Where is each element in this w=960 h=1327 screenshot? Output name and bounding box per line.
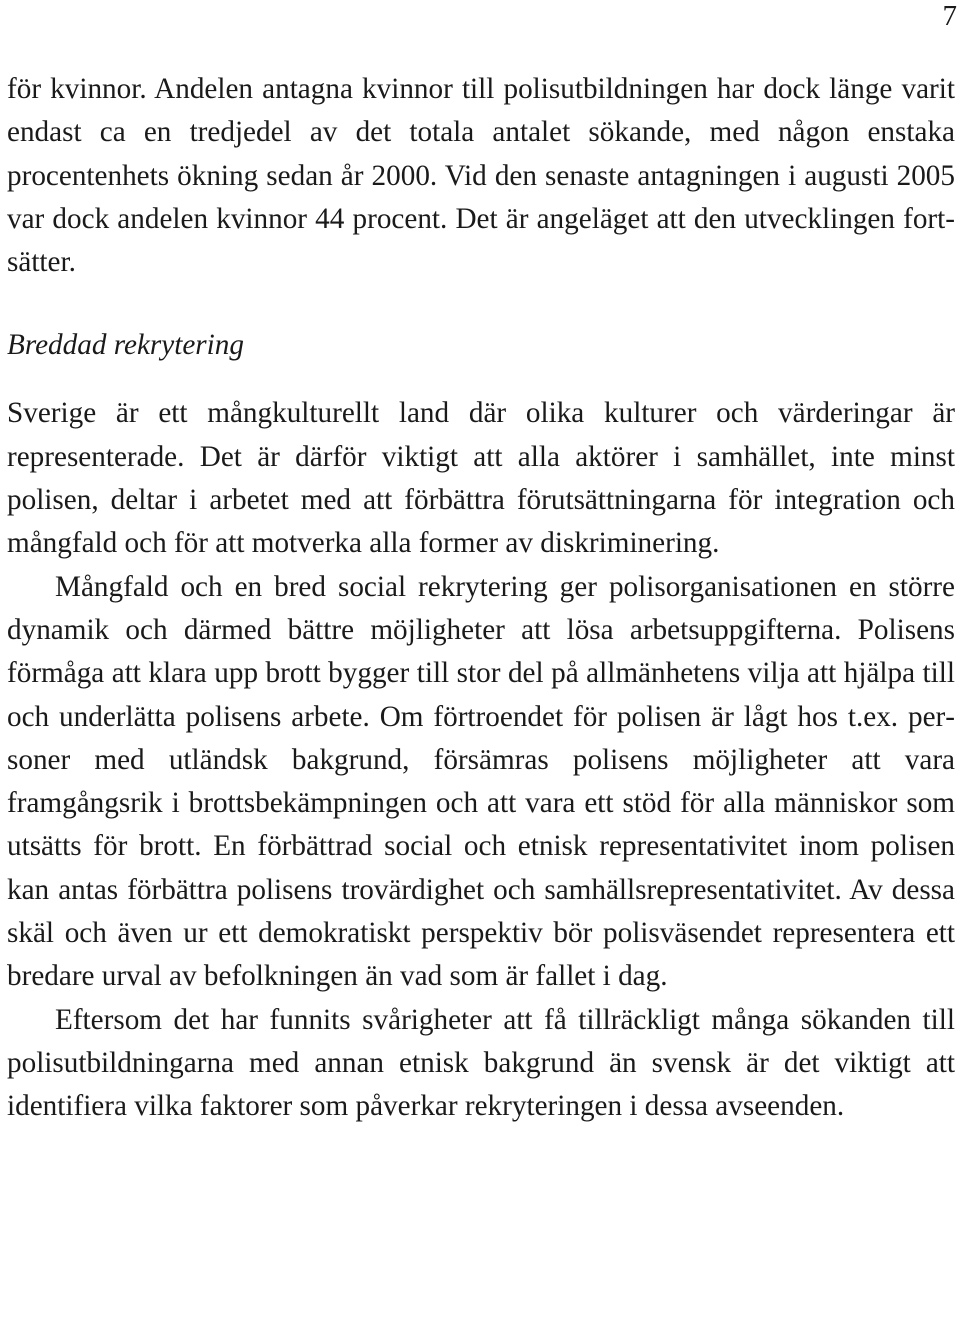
section-heading: Breddad rekrytering [7,329,244,362]
paragraph-intro: för kvinnor. Andelen antagna kvinnor till polisutbildningen har dock länge varit endast ca en tredjedel av det totala antalet sökande, med någon enstaka procentenhets ökning sedan år 2000. Vid den senaste antagningen i augusti 2005 var dock andelen kvinnor 44 procent. Det är angeläget att den utvecklingen fortsätter. [7,73,955,279]
paragraph: Sverige är ett mångkulturellt land där olika kulturer och värderingar är representerade. Det är därför viktigt att alla aktörer i samhället, inte minst polisen, deltar i arbetet med att förbättra förutsättningarna för integration och mångfald och för att motverka alla former av diskriminering. [7,397,955,560]
document-body [7,68,955,1129]
paragraph: Mångfald och en bred social rekrytering ger polisorganisationen en större dynamik och därmed bättre möjligheter att lösa arbetsuppgifterna. Polisens förmåga att klara upp brott bygger till stor del på allmänhetens vilja att hjälpa till och underlätta polisens arbete. Om förtroendet för polisen är lågt hos t.ex. personer med utländsk bakgrund, försämras polisens möjligheter att vara framgångsrik i brottsbekämpningen och att vara ett stöd för alla människor som utsätts för brott. En förbättrad social och etnisk representativitet inom polisen kan antas förbättra polisens trovärdighet och samhällsrepresentativitet. Av dessa skäl och även ur ett demokratiskt perspektiv bör polisväsendet representera ett bredare urval av befolkningen än vad som är fallet i dag. [7,570,955,993]
paragraph: Eftersom det har funnits svårigheter att få tillräckligt många sökanden till polisutbildningarna med annan etnisk bakgrund än svensk är det viktigt att identifiera vilka faktorer som påverkar rekryteringen i dessa avseenden. [7,1003,955,1123]
page-number: 7 [942,0,957,32]
